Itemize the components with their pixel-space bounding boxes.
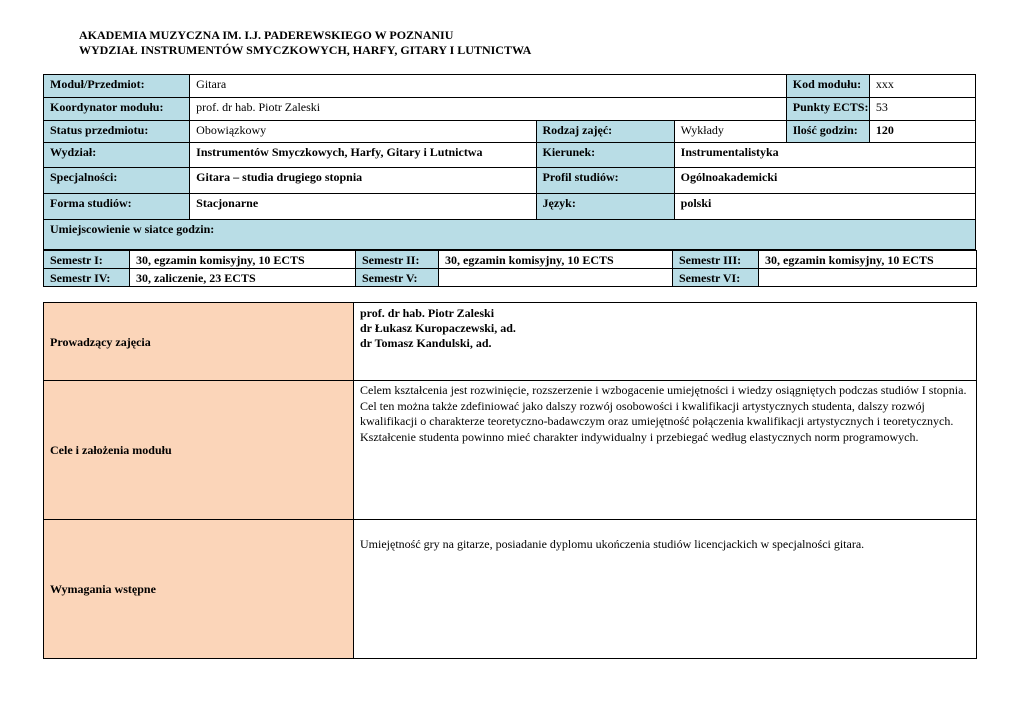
modul-label: Moduł/Przedmiot:	[44, 75, 190, 98]
umiejscowienie-label: Umiejscowienie w siatce godzin:	[44, 220, 976, 250]
koord-label: Koordynator modułu:	[44, 98, 190, 121]
modul-value: Gitara	[190, 75, 787, 98]
semestr-2-value: 30, egzamin komisyjny, 10 ECTS	[439, 251, 673, 269]
semestr-2-label: Semestr II:	[356, 251, 439, 269]
row-status	[44, 121, 976, 143]
wydzial-value: Instrumentów Smyczkowych, Harfy, Gitary i Lutnictwa	[190, 143, 536, 168]
wymagania-label: Wymagania wstępne	[44, 520, 354, 659]
module-details-table	[43, 302, 977, 659]
semestr-6-value	[759, 269, 977, 287]
semestr-3-label: Semestr III:	[673, 251, 759, 269]
wydzial-label: Wydział:	[44, 143, 190, 168]
kod-value: xxx	[869, 75, 975, 98]
ects-value: 53	[869, 98, 975, 121]
row-wymagania	[44, 520, 977, 659]
academy-name: AKADEMIA MUZYCZNA IM. I.J. PADEREWSKIEGO W POZNANIU	[79, 28, 454, 42]
row-wydzial	[44, 143, 976, 168]
row-modul	[44, 75, 976, 98]
prowadzacy-item: dr Tomasz Kandulski, ad.	[360, 336, 492, 350]
spec-label: Specjalności:	[44, 168, 190, 194]
godzin-label: Ilość godzin:	[786, 121, 869, 143]
semestr-4-label: Semestr IV:	[44, 269, 130, 287]
row-prowadzacy	[44, 303, 977, 381]
koord-value: prof. dr hab. Piotr Zaleski	[190, 98, 787, 121]
semestr-3-value: 30, egzamin komisyjny, 10 ECTS	[759, 251, 977, 269]
row-umiejscowienie	[44, 220, 976, 250]
kierunek-label: Kierunek:	[536, 143, 674, 168]
prowadzacy-label: Prowadzący zajęcia	[44, 303, 354, 381]
semestr-4-value: 30, zaliczenie, 23 ECTS	[130, 269, 356, 287]
godzin-value: 120	[869, 121, 975, 143]
rodzaj-value: Wykłady	[674, 121, 786, 143]
semestr-1-label: Semestr I:	[44, 251, 130, 269]
faculty-name: WYDZIAŁ INSTRUMENTÓW SMYCZKOWYCH, HARFY, GITARY I LUTNICTWA	[79, 43, 532, 57]
prowadzacy-item: dr Łukasz Kuropaczewski, ad.	[360, 321, 516, 335]
ects-label: Punkty ECTS:	[786, 98, 869, 121]
row-cele	[44, 381, 977, 520]
prowadzacy-item: prof. dr hab. Piotr Zaleski	[360, 306, 495, 320]
semestr-6-label: Semestr VI:	[673, 269, 759, 287]
semester-row-1	[44, 251, 977, 269]
semester-row-2	[44, 269, 977, 287]
forma-value: Stacjonarne	[190, 194, 536, 220]
kierunek-value: Instrumentalistyka	[674, 143, 975, 168]
row-koordynator	[44, 98, 976, 121]
forma-label: Forma studiów:	[44, 194, 190, 220]
profil-label: Profil studiów:	[536, 168, 674, 194]
semestr-1-value: 30, egzamin komisyjny, 10 ECTS	[130, 251, 356, 269]
module-info-table	[43, 74, 976, 250]
prowadzacy-list	[354, 303, 977, 381]
spec-value: Gitara – studia drugiego stopnia	[190, 168, 536, 194]
wymagania-text: Umiejętność gry na gitarze, posiadanie dyplomu ukończenia studiów licencjackich w specjalności gitara.	[354, 520, 977, 659]
jezyk-value: polski	[674, 194, 975, 220]
row-specjalnosci	[44, 168, 976, 194]
status-label: Status przedmiotu:	[44, 121, 190, 143]
jezyk-label: Język:	[536, 194, 674, 220]
rodzaj-label: Rodzaj zajęć:	[536, 121, 674, 143]
semester-table	[43, 250, 977, 287]
row-forma	[44, 194, 976, 220]
kod-label: Kod modułu:	[786, 75, 869, 98]
profil-value: Ogólnoakademicki	[674, 168, 975, 194]
document-header	[79, 28, 531, 58]
status-value: Obowiązkowy	[190, 121, 536, 143]
cele-text: Celem kształcenia jest rozwinięcie, rozszerzenie i wzbogacenie umiejętności i wiedzy osiągniętych podczas studiów I stopnia. Cel ten można także zdefiniować jako dalszy rozwój osobowości i kwalifikacji artystycznych studenta, dalszy rozwój kwalifikacji o charakterze teoretyczno-badawczym oraz umiejętność połączenia kwalifikacji artystycznych i teoretycznych. Kształcenie studenta powinno mieć charakter indywidualny i przebiegać według elastycznych norm programowych.	[354, 381, 977, 520]
cele-label: Cele i założenia modułu	[44, 381, 354, 520]
semestr-5-value	[439, 269, 673, 287]
semestr-5-label: Semestr V:	[356, 269, 439, 287]
